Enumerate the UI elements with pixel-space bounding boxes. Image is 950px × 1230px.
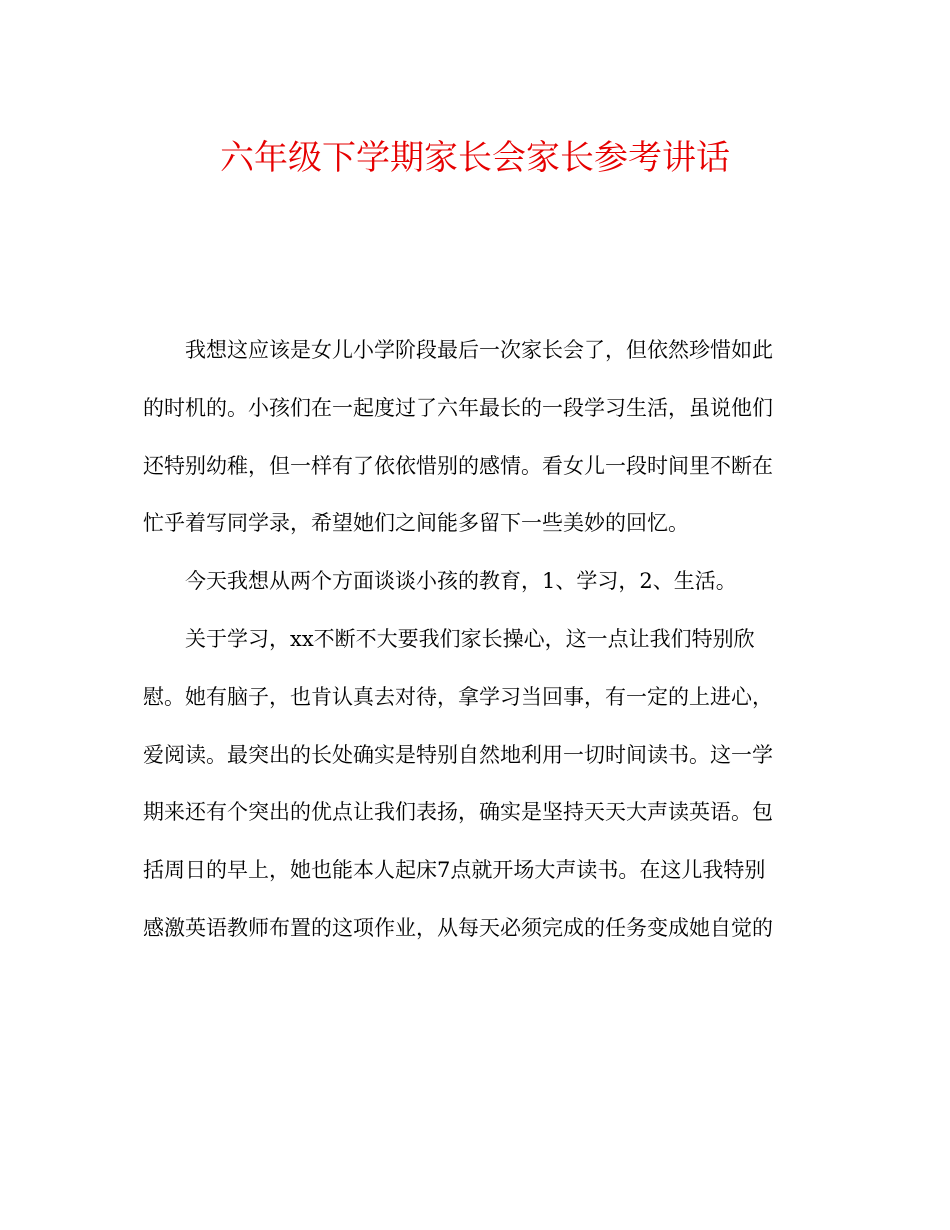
paragraph-line: 期来还有个突出的优点让我们表扬，确实是坚持天天大声读英语。包 (143, 800, 773, 825)
document-body (143, 322, 798, 958)
paragraph-line: 爱阅读。最突出的长处确实是特别自然地利用一切时间读书。这一学 (143, 742, 773, 767)
paragraph-line: 我想这应该是女儿小学阶段最后一次家长会了，但依然珍惜如此 (185, 338, 773, 362)
paragraph-line: 忙乎着写同学录，希望她们之间能多留下一些美妙的回忆。 (143, 511, 689, 536)
paragraph-line: 括周日的早上，她也能本人起床7点就开场大声读书。在这儿我特别 (143, 858, 766, 883)
document-title: 六年级下学期家长会家长参考讲话 (220, 138, 730, 178)
paragraph-line: 关于学习，xx不断不大要我们家长操心，这一点让我们特别欣 (185, 626, 755, 651)
paragraph-line: 感激英语教师布置的这项作业，从每天必须完成的任务变成她自觉的 (143, 915, 773, 940)
paragraph-line: 今天我想从两个方面谈谈小孩的教育，1、学习，2、生活。 (185, 569, 737, 594)
paragraph-line: 的时机的。小孩们在一起度过了六年最长的一段学习生活，虽说他们 (143, 395, 773, 420)
paragraph-line: 还特别幼稚，但一样有了依依惜别的感情。看女儿一段时间里不断在 (143, 453, 773, 478)
paragraph-line: 慰。她有脑子，也肯认真去对待，拿学习当回事，有一定的上进心， (143, 684, 773, 709)
